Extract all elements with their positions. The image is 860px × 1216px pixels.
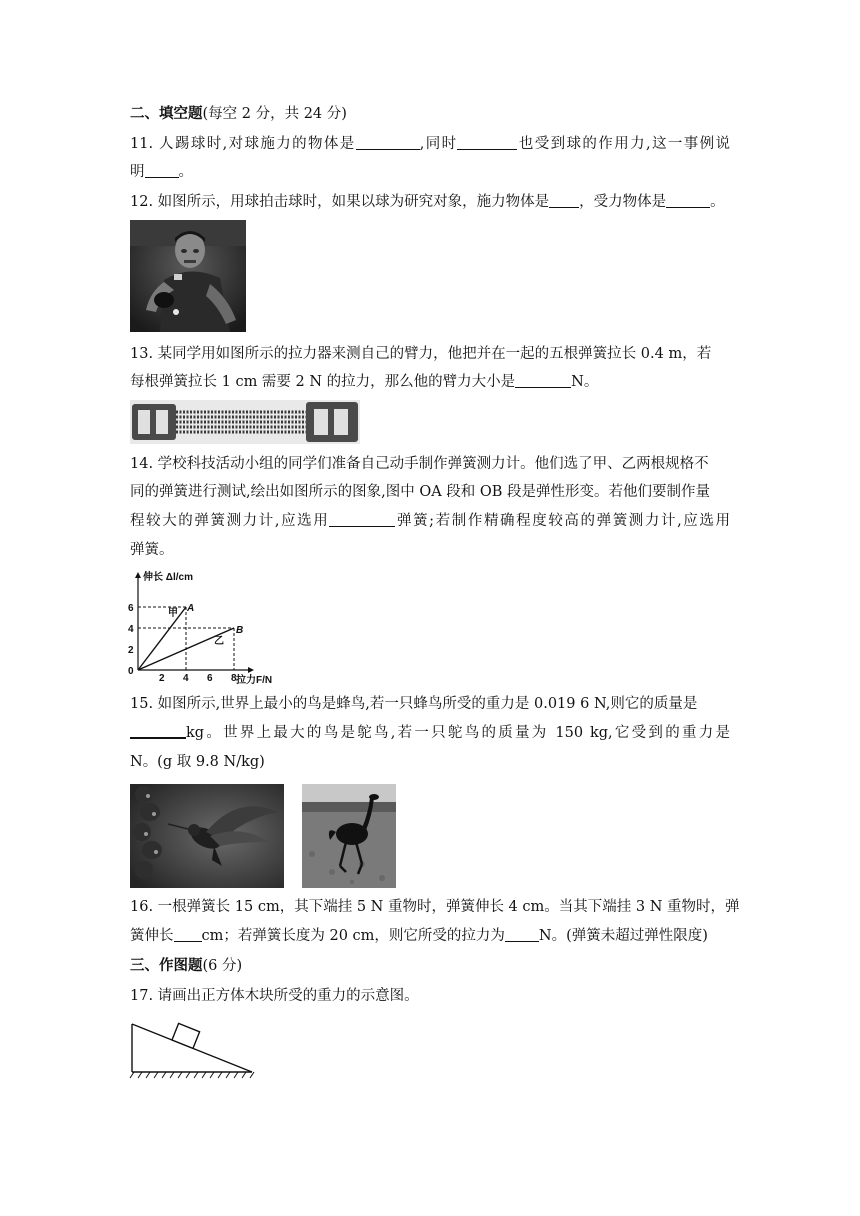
answer-blank[interactable]: [505, 927, 539, 942]
section-heading: [130, 104, 730, 124]
section-note: (6 分): [202, 958, 243, 974]
question-15-line-2: kg。世界上最大的鸟是鸵鸟,若一只鸵鸟的质量为 150 kg,它受到的重力是: [130, 723, 730, 743]
x-tick-label: 4: [183, 673, 189, 684]
series-label-jia: 甲: [168, 608, 178, 619]
section-note: (每空 2 分，共 24 分): [202, 106, 347, 122]
answer-blank[interactable]: [515, 373, 571, 388]
spring-extension-graph: [126, 570, 280, 686]
point-a-label: A: [187, 603, 195, 614]
x-axis-arrow: [248, 667, 254, 673]
answer-blank[interactable]: [549, 193, 579, 208]
answer-blank[interactable]: [145, 163, 179, 178]
series-label-yi: 乙: [214, 636, 224, 647]
hummingbird-photo: [130, 784, 284, 888]
y-axis-label: 伸长 Δl/cm: [143, 572, 193, 583]
point-b-label: B: [236, 625, 244, 636]
ostrich-photo: [302, 784, 396, 888]
x-axis-label: 拉力F/N: [236, 675, 273, 686]
spring-expander-image: [130, 400, 360, 444]
question-14-line-1: 14. 学校科技活动小组的同学们准备自己动手制作弹簧测力计。他们选了甲、乙两根规格不: [130, 456, 709, 472]
question-15-line-1: 15. 如图所示,世界上最小的鸟是蜂鸟,若一只蜂鸟所受的重力是 0.019 6 N,则它的质量是: [130, 696, 698, 712]
section-heading: [130, 956, 730, 976]
question-15-line-3: N。(g 取 9.8 N/kg): [130, 754, 265, 770]
question-13-line-2: 每根弹簧拉长 1 cm 需要 2 N 的拉力，那么他的臂力大小是 N。: [130, 374, 599, 390]
question-11-line-2: 明 。: [130, 164, 193, 180]
cube-block: [172, 1023, 200, 1048]
question-13-line-1: 13. 某同学用如图所示的拉力器来测自己的臂力，他把并在一起的五根弹簧拉长 0.4 m，若: [130, 346, 712, 362]
x-tick-label: 2: [159, 673, 165, 684]
y-tick-label: 4: [128, 624, 134, 635]
question-14-line-4: 弹簧。: [130, 542, 174, 558]
table-tennis-photo: [130, 220, 246, 332]
section-title: 三、作图题: [130, 957, 203, 974]
question-14-line-3: 程较大的弹簧测力计,应选用 弹簧;若制作精确程度较高的弹簧测力计,应选用: [130, 513, 730, 529]
origin-label: 0: [128, 666, 134, 677]
incline-block-diagram: [128, 1010, 260, 1082]
answer-blank[interactable]: [356, 135, 420, 150]
question-17: 17. 请画出正方体木块所受的重力的示意图。: [130, 988, 419, 1004]
answer-blank[interactable]: [174, 927, 202, 942]
answer-blank[interactable]: [666, 193, 710, 208]
answer-blank[interactable]: [329, 512, 395, 527]
question-16-line-1: 16. 一根弹簧长 15 cm，其下端挂 5 N 重物时，弹簧伸长 4 cm。当其下端挂 3 N 重物时，弹: [130, 899, 740, 915]
y-tick-label: 2: [128, 645, 134, 656]
series-line-jia: [138, 607, 186, 670]
ground-hatching: [130, 1072, 254, 1078]
table-tennis-player-image: [130, 220, 246, 332]
x-tick-label: 6: [207, 673, 213, 684]
question-16-line-2: 簧伸长 cm；若弹簧长度为 20 cm，则它所受的拉力为 N。(弹簧未超过弹性限度): [130, 928, 708, 944]
x-tick-label: 8: [231, 673, 237, 684]
y-tick-label: 6: [128, 603, 134, 614]
answer-blank[interactable]: [130, 723, 186, 739]
question-12: 12. 如图所示，用球拍击球时，如果以球为研究对象，施力物体是 ，受力物体是 。: [130, 194, 725, 210]
section-title: 二、填空题: [130, 105, 203, 122]
y-axis-arrow: [135, 572, 141, 578]
answer-blank[interactable]: [457, 135, 517, 150]
question-14-line-2: 同的弹簧进行测试,绘出如图所示的图象,图中 OA 段和 OB 段是弹性形变。若他们要制作量: [130, 484, 711, 500]
question-11-line-1: 11. 人踢球时,对球施力的物体是 ,同时 也受到球的作用力,这一事例说: [130, 136, 731, 152]
